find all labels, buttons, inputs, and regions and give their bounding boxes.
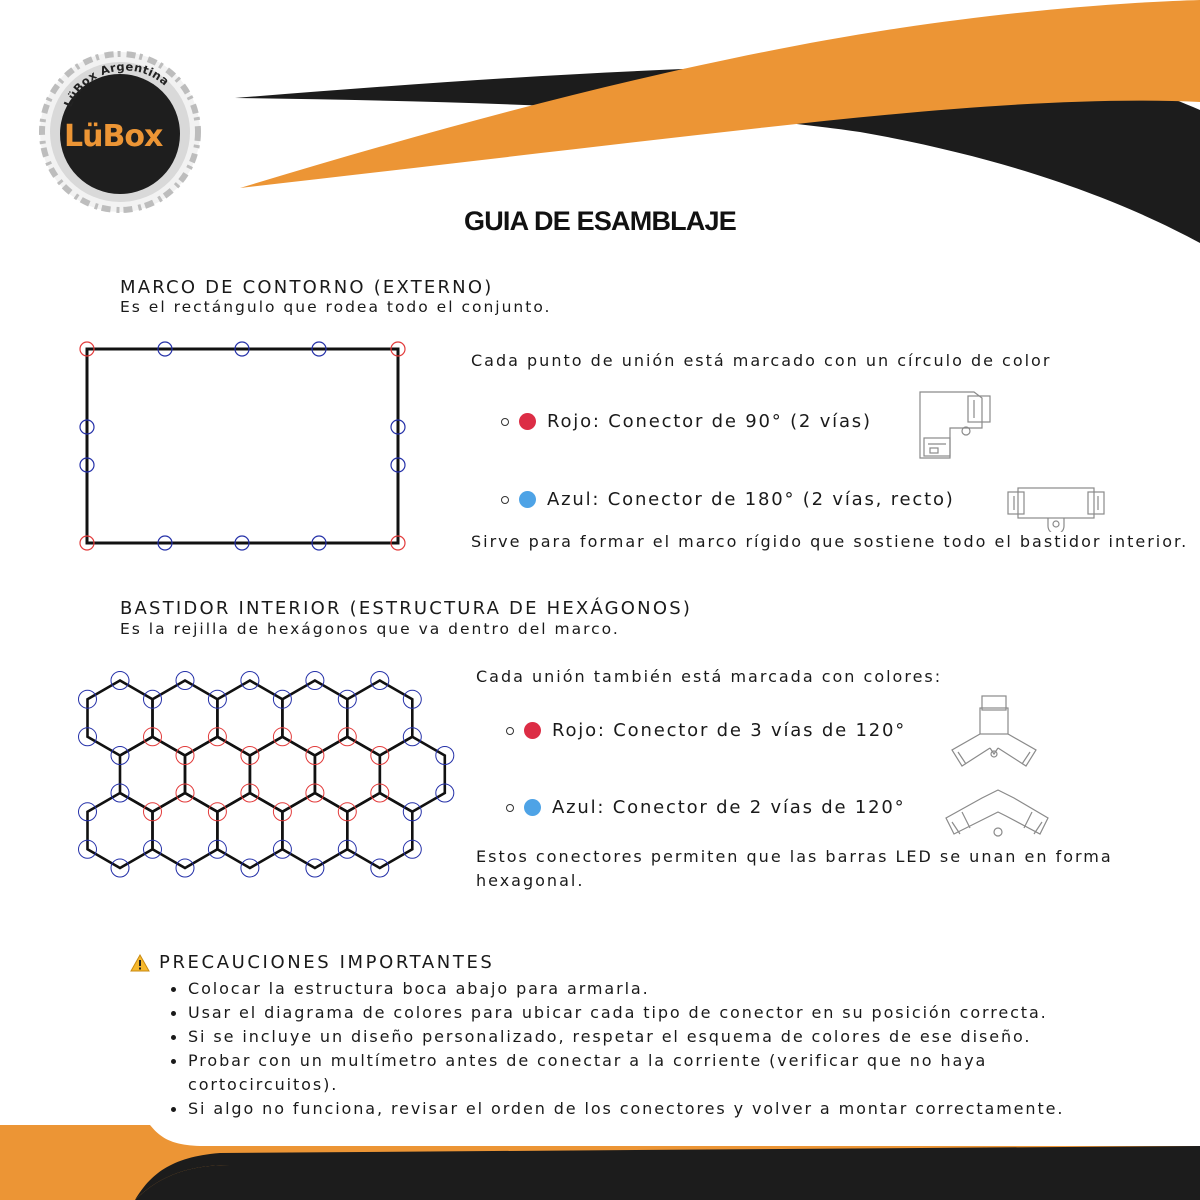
list-item: Si se incluye un diseño personalizado, respetar el esquema de colores de ese diseño. (168, 1025, 1148, 1049)
two-way-120-connector-icon (942, 784, 1052, 850)
section1-heading: MARCO DE CONTORNO (EXTERNO) (120, 277, 494, 298)
blue-2way-connector-label: Azul: Conector de 2 vías de 120° (552, 797, 906, 818)
bullet-ring (501, 418, 509, 426)
section1-note: Sirve para formar el marco rígido que sostiene todo el bastidor interior. (471, 532, 1189, 551)
hexagon-cell (88, 793, 153, 868)
list-item: Usar el diagrama de colores para ubicar cada tipo de conector en su posición correcta. (168, 1001, 1148, 1025)
list-item: Si algo no funciona, revisar el orden de los conectores y volver a montar correctamente. (168, 1097, 1148, 1121)
blue-dot-icon (524, 799, 541, 816)
section2-intro: Cada unión también está marcada con colores: (476, 667, 943, 686)
bullet-ring (501, 496, 509, 504)
red-dot-icon (524, 722, 541, 739)
precautions-list (168, 977, 1148, 1121)
page-title: GUIA DE ESAMBLAJE (464, 206, 736, 236)
red-3way-connector-label: Rojo: Conector de 3 vías de 120° (552, 720, 907, 741)
corner-connector-icon (912, 386, 998, 462)
hexagon-cell (217, 793, 282, 868)
section2-note-line1: Estos conectores permiten que las barras LED se unan en forma (476, 847, 1113, 866)
bullet-ring (506, 804, 514, 812)
warning-icon (130, 954, 150, 972)
hexagon-cell (315, 737, 380, 812)
hexagon-cell (120, 737, 185, 812)
blue-connector-label: Azul: Conector de 180° (2 vías, recto) (547, 489, 955, 510)
list-item: Colocar la estructura boca abajo para armarla. (168, 977, 1148, 1001)
section2-item-red (506, 720, 906, 741)
logo-wordmark: LüBox (64, 119, 163, 154)
bottom-decorative-band (0, 1115, 1200, 1200)
red-connector-label: Rojo: Conector de 90° (2 vías) (547, 411, 872, 432)
section2-note-line2: hexagonal. (476, 871, 585, 890)
hexagon-cell (347, 793, 412, 868)
hexagon-cell (217, 681, 282, 756)
hexagon-cell (282, 681, 347, 756)
hexagon-cell (185, 737, 250, 812)
red-dot-icon (519, 413, 536, 430)
frame-diagram (72, 336, 412, 558)
section2-item-blue (506, 797, 905, 818)
precautions-heading (130, 952, 494, 973)
hexagon-cell (153, 681, 218, 756)
hexagon-cell (282, 793, 347, 868)
straight-connector-icon (1004, 482, 1108, 532)
bullet-ring (506, 727, 514, 735)
precautions-heading-text: PRECAUCIONES IMPORTANTES (159, 952, 495, 973)
svg-text:LüBox Argentina: LüBox Argentina (60, 59, 173, 110)
blue-dot-icon (519, 491, 536, 508)
section1-subtitle: Es el rectángulo que rodea todo el conjunto. (120, 298, 552, 316)
section1-intro: Cada punto de unión está marcado con un círculo de color (471, 351, 1052, 370)
hexagon-cell (380, 737, 445, 812)
hexagon-cell (153, 793, 218, 868)
three-way-connector-icon (944, 692, 1044, 776)
lubox-logo (38, 48, 203, 213)
hexagon-cell (250, 737, 315, 812)
section1-item-red (501, 411, 872, 432)
hexagon-cell (88, 681, 153, 756)
hexagon-cell (347, 681, 412, 756)
hexagon-grid-diagram (70, 668, 465, 888)
section1-item-blue (501, 489, 955, 510)
section2-subtitle: Es la rejilla de hexágonos que va dentro del marco. (120, 620, 620, 638)
list-item: Probar con un multímetro antes de conectar a la corriente (verificar que no haya cortocircuitos). (168, 1049, 1088, 1097)
section2-heading: BASTIDOR INTERIOR (ESTRUCTURA DE HEXÁGONOS) (120, 598, 693, 619)
